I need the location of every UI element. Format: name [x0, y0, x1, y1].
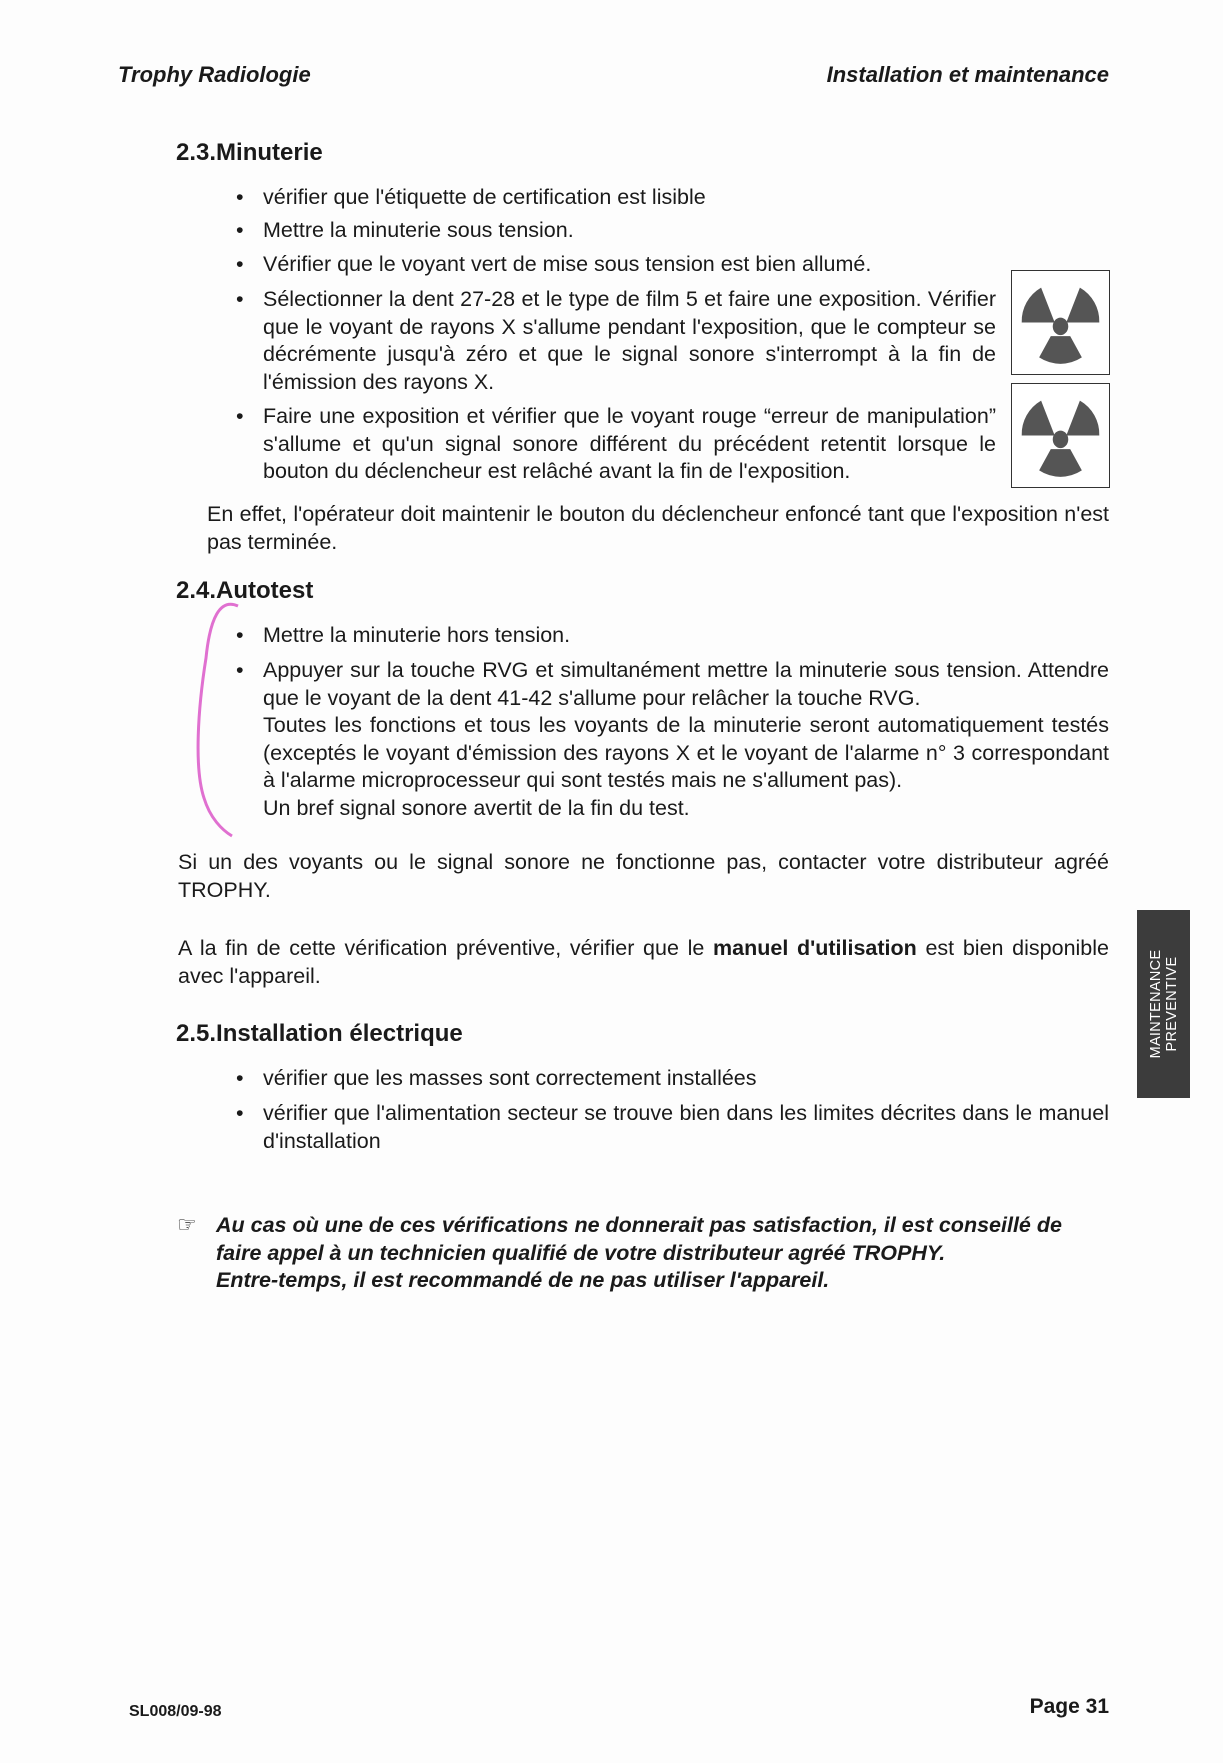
paragraph: A la fin de cette vérification préventive, vérifier que le manuel d'utilisation est bien disponible avec l'appareil. [178, 936, 1109, 988]
header-right: Installation et maintenance [826, 62, 1109, 87]
section-title-minuterie: 2.3.Minuterie [176, 139, 323, 166]
page-number: Page 31 [1029, 1695, 1109, 1718]
section-tab-maintenance-preventive: MAINTENANCE PREVENTIVE [1137, 910, 1190, 1098]
document-page: Trophy Radiologie Installation et maintenance 2.3.Minuterie • vérifier que l'étiquette de certification est lisible • Mettre la minuterie sous tension. • Vérifier que le voyant vert de mise sous tension est bien allumé. • Sélectionner la dent 27-28 et le type de film 5 et faire une exposition. Vérifier que le voyant de rayons X s'allume pendant l'exposition, que le compteur se décrémente jusqu'à zéro et que le signal sonore s'interrompt à la fin de l'émission des rayons X. • Faire une exposition et vérifier que le voyant rouge “erreur de manipulation” s'allume et qu'un signal sonore différent du précédent retentit lorsque le bouton du déclencheur est relâché avant la fin de l'exposition. En effet, l'opérateur doit maintenir le bouton du déclencheur enfoncé tant que l'exposition n'est pas terminée. 2.4.Autotest • Mettre la minuterie hors tension. • Appuyer sur la touche RVG et simultanément mettre la minuterie sous tension. Attendre que le voyant de la dent 41-42 s'allume pour relâcher la touche RVG. Toutes les fonctions et tous les voyants de la minuterie seront automatiquement testés (exceptés le voyant d'émission des rayons X et le voyant de l'alarme n° 3 correspondant à l'alarme microprocesseur qui sont testés mais ne s'allument pas). Un bref signal sonore avertit de la fin du test. Si un des voyants ou le signal sonore ne fonctionne pas, contacter votre distributeur agréé TROPHY. A la fin de cette vérification préventive, vérifier que le manuel d'utilisation est bien disponible avec l'appareil. 2.5.Installation électrique • vérifier que les masses sont correctement installées • vérifier que l'alimentation secteur se trouve bien dans les limites décrites dans le manuel d'installation MAINTENANCE PREVENTIVE ☞ Au cas où une de ces vérifications ne donnerait pas satisfaction, il est conseillé de faire appel à un technicien qualifié de votre distributeur agréé TROPHY. Entre-temps, il est recommandé de ne pas utiliser l'appareil. SL008/09-98 Page 31 [0, 0, 1223, 1763]
document-reference: SL008/09-98 [129, 1703, 222, 1720]
pointing-hand-icon: ☞ [177, 1212, 197, 1237]
header-left: Trophy Radiologie [118, 62, 311, 87]
radiation-warning-icon [1011, 270, 1110, 375]
section-title-autotest: 2.4.Autotest [176, 577, 314, 604]
section-title-installation-electrique: 2.5.Installation électrique [176, 1020, 463, 1047]
warning-note: Au cas où une de ces vérifications ne donnerait pas satisfaction, il est conseillé de faire appel à un technicien qualifié de votre distributeur agréé TROPHY. Entre-temps, il est recommandé de ne pas utiliser l'appareil. [216, 1213, 1062, 1292]
radiation-warning-icon [1011, 383, 1110, 488]
paragraph: En effet, l'opérateur doit maintenir le bouton du déclencheur enfoncé tant que l'exposition n'est pas terminée. [207, 502, 1109, 554]
paragraph: Si un des voyants ou le signal sonore ne fonctionne pas, contacter votre distributeur agréé TROPHY. [178, 850, 1109, 902]
